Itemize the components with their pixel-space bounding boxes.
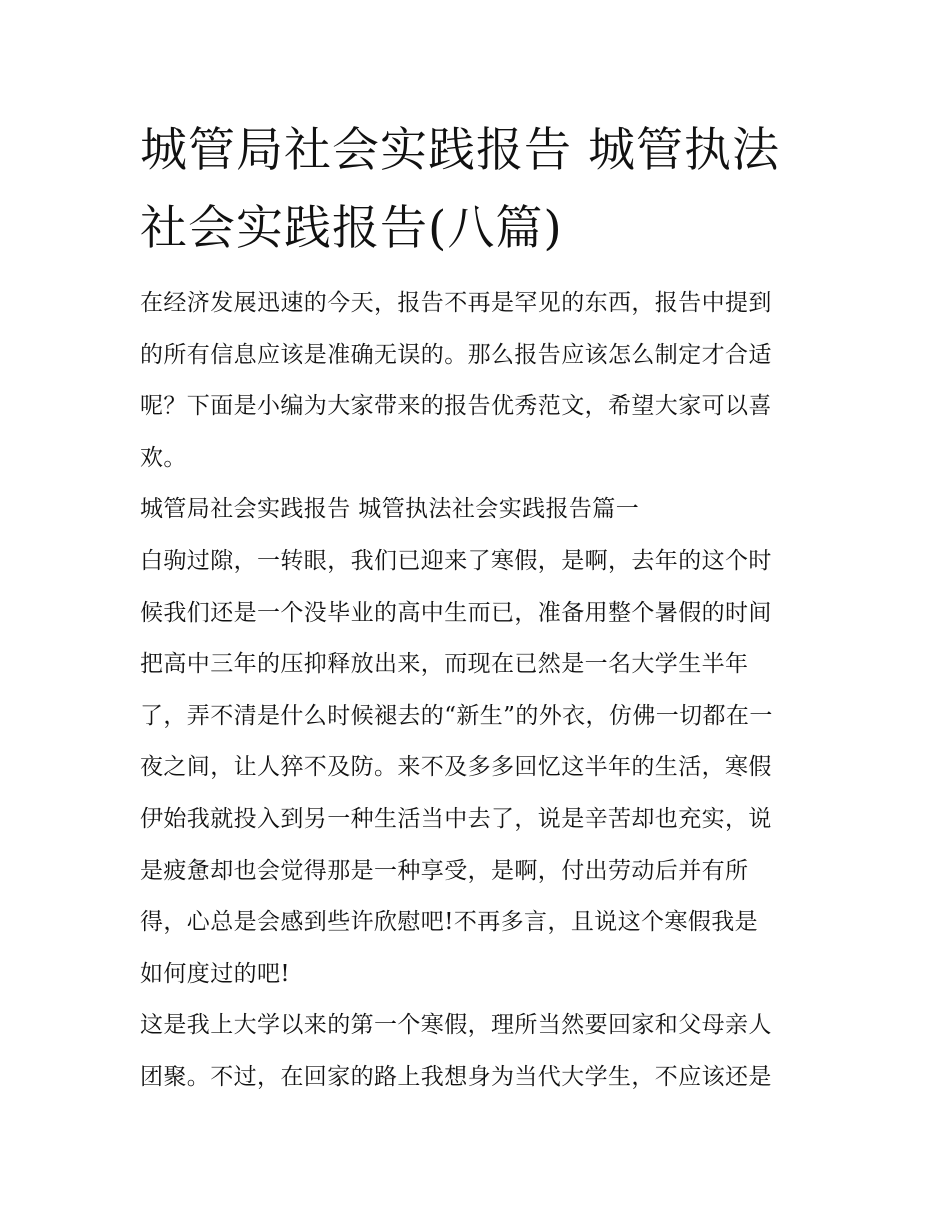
body-line: 是疲惫却也会觉得那是一种享受，是啊，付出劳动后并有所: [140, 857, 749, 884]
body-line: 了，弄不清是什么时候褪去的“新生”的外衣，仿佛一切都在一: [140, 702, 773, 729]
body-line: 这是我上大学以来的第一个寒假，理所当然要回家和父母亲人: [140, 1012, 772, 1039]
title-line: 社会实践报告(八篇): [140, 201, 563, 256]
section-heading: 城管局社会实践报告 城管执法社会实践报告篇一: [140, 496, 640, 523]
document-title: [140, 112, 820, 268]
body-line: 在经济发展迅速的今天，报告不再是罕见的东西，报告中提到: [140, 290, 772, 316]
body-line: 呢？下面是小编为大家带来的报告优秀范文，希望大家可以喜: [140, 393, 772, 420]
body-line: 把高中三年的压抑释放出来，而现在已然是一名大学生半年: [140, 651, 749, 678]
body-line: 夜之间，让人猝不及防。来不及多多回忆这半年的生活，寒假: [140, 754, 772, 781]
body-line: 欢。: [140, 444, 187, 471]
body-line: 候我们还是一个没毕业的高中生而已，准备用整个暑假的时间: [140, 599, 772, 626]
document-body: [140, 278, 820, 1104]
body-line: 如何度过的吧!: [140, 960, 291, 987]
title-line: 城管局社会实践报告 城管执法: [140, 123, 780, 178]
body-line: 伊始我就投入到另一种生活当中去了，说是辛苦却也充实，说: [140, 805, 772, 832]
body-line: 团聚。不过，在回家的路上我想身为当代大学生，不应该还是: [140, 1063, 772, 1090]
body-line: 白驹过隙，一转眼，我们已迎来了寒假，是啊，去年的这个时: [140, 547, 772, 574]
body-line: 的所有信息应该是准确无误的。那么报告应该怎么制定才合适: [140, 341, 772, 368]
body-line: 得，心总是会感到些许欣慰吧!不再多言，且说这个寒假我是: [140, 909, 759, 936]
